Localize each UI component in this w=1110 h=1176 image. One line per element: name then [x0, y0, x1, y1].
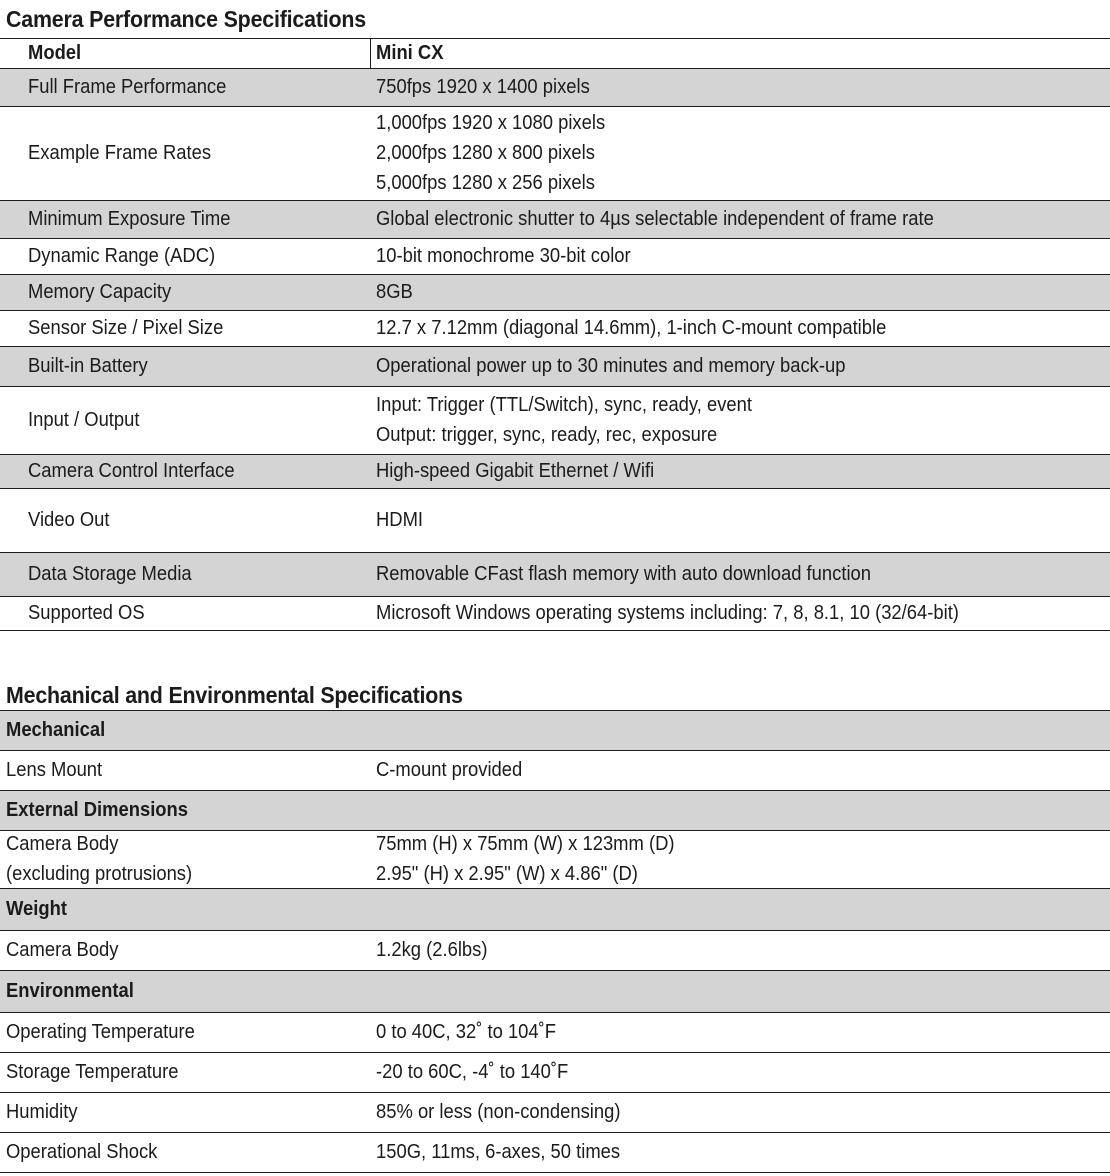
table-rule — [0, 238, 1110, 239]
table-rule — [0, 454, 1110, 455]
header-label-cell — [28, 38, 86, 68]
table-rule — [0, 200, 1110, 201]
spec-label: Video Out — [28, 509, 110, 531]
spec-value: C-mount provided — [376, 759, 523, 781]
spec-value: 10-bit monochrome 30-bit color — [376, 245, 631, 267]
spec-label: Operational Shock — [6, 1141, 158, 1163]
spec-label-cell — [28, 454, 253, 488]
table-rule — [0, 888, 1110, 889]
spec-value-cell — [376, 310, 931, 346]
spec-label-cell — [28, 346, 158, 386]
table-rule — [0, 930, 1110, 931]
spec-value: Global electronic shutter to 4µs selectable independent of frame rate — [376, 208, 934, 230]
spec-value: 0 to 40C, 32˚ to 104˚F — [376, 1021, 557, 1043]
spec-value: 8GB — [376, 281, 413, 303]
section-header-cell — [6, 790, 204, 830]
table-row — [0, 1052, 1110, 1092]
table-row — [0, 68, 1110, 106]
spec-value-cell — [376, 386, 785, 454]
spec-label-cell — [28, 68, 244, 106]
spec-label: Built-in Battery — [28, 355, 148, 377]
spec-label-cell — [28, 274, 184, 310]
spec-label-cell — [28, 386, 149, 454]
table-rule — [0, 830, 1110, 831]
spec-label: Sensor Size / Pixel Size — [28, 317, 224, 339]
table-rule — [0, 346, 1110, 347]
table-rule — [0, 552, 1110, 553]
table-header-row — [0, 38, 1110, 68]
table-rule — [0, 970, 1110, 971]
spec-label: Full Frame Performance — [28, 76, 227, 98]
spec-value: 750fps 1920 x 1400 pixels — [376, 76, 590, 98]
section-header: Mechanical — [6, 719, 106, 741]
table-rule — [0, 596, 1110, 597]
spec-label-cell — [28, 596, 155, 630]
spec-label-cell — [6, 830, 208, 888]
spec-value-cell — [376, 454, 678, 488]
spec-label-cell — [6, 930, 128, 970]
table-row — [0, 830, 1110, 888]
table-rule — [0, 750, 1110, 751]
spec-label: (excluding protrusions) — [6, 863, 193, 885]
table-row — [0, 930, 1110, 970]
spec-label-cell — [6, 750, 111, 790]
spec-value: 85% or less (non-condensing) — [376, 1101, 621, 1123]
table-rule — [0, 630, 1110, 631]
table-rule — [0, 1052, 1110, 1053]
spec-value: 150G, 11ms, 6-axes, 50 times — [376, 1141, 621, 1163]
spec-value: 5,000fps 1280 x 256 pixels — [376, 172, 595, 194]
table-row — [0, 1012, 1110, 1052]
table-row — [0, 310, 1110, 346]
spec-value-cell — [376, 346, 886, 386]
section-header-cell — [6, 710, 114, 750]
table-rule — [0, 310, 1110, 311]
spec-value-cell — [376, 68, 608, 106]
table-row — [0, 274, 1110, 310]
spec-value-cell — [376, 930, 497, 970]
section-header-cell — [6, 888, 72, 930]
spec-label-cell — [28, 552, 206, 596]
table-row — [0, 750, 1110, 790]
table-rule — [0, 274, 1110, 275]
spec-value: High-speed Gigabit Ethernet / Wifi — [376, 460, 655, 482]
table-rule — [0, 68, 1110, 69]
spec-label: Camera Body — [6, 833, 119, 855]
table-row — [0, 552, 1110, 596]
spec-value: Removable CFast flash memory with auto download function — [376, 563, 872, 585]
spec-value-cell — [376, 238, 653, 274]
spec-label-cell — [6, 1052, 194, 1092]
spec-value-cell — [376, 1012, 572, 1052]
table-row — [0, 596, 1110, 630]
table-row — [0, 386, 1110, 454]
table-rule — [0, 106, 1110, 107]
camera-specs-title: Camera Performance Specifications — [6, 6, 367, 32]
spec-value: Operational power up to 30 minutes and memory back-up — [376, 355, 846, 377]
table-row — [0, 200, 1110, 238]
spec-value-cell — [376, 830, 700, 888]
spec-label: Minimum Exposure Time — [28, 208, 231, 230]
spec-value: 1.2kg (2.6lbs) — [376, 939, 488, 961]
table-rule — [0, 386, 1110, 387]
spec-value: 75mm (H) x 75mm (W) x 123mm (D) — [376, 833, 675, 855]
spec-label-cell — [28, 488, 117, 552]
spec-value-cell — [376, 1092, 642, 1132]
section-header-cell — [6, 970, 145, 1012]
section-header: Environmental — [6, 980, 134, 1002]
table-rule — [0, 1172, 1110, 1173]
spec-value: Input: Trigger (TTL/Switch), sync, ready, event — [376, 394, 752, 416]
table-row — [0, 238, 1110, 274]
spec-value: HDMI — [376, 509, 424, 531]
table-rule — [0, 1092, 1110, 1093]
spec-value-cell — [376, 596, 1010, 630]
header-label: Model — [28, 42, 82, 64]
spec-label-cell — [6, 1092, 84, 1132]
table-row — [0, 1092, 1110, 1132]
table-rule — [0, 710, 1110, 711]
spec-value: Microsoft Windows operating systems including: 7, 8, 8.1, 10 (32/64-bit) — [376, 602, 959, 624]
header-value-cell — [376, 38, 449, 68]
section-header: Weight — [6, 898, 67, 920]
spec-label-cell — [28, 200, 248, 238]
section-header-row — [0, 710, 1110, 750]
spec-label-cell — [28, 238, 231, 274]
spec-label-cell — [6, 1012, 211, 1052]
spec-label: Supported OS — [28, 602, 145, 624]
spec-label: Lens Mount — [6, 759, 103, 781]
spec-value: 2.95" (H) x 2.95" (W) x 4.86" (D) — [376, 863, 638, 885]
table-rule — [0, 1132, 1110, 1133]
section-header-row — [0, 888, 1110, 930]
table-rule — [0, 488, 1110, 489]
table-row — [0, 346, 1110, 386]
table-row — [0, 106, 1110, 200]
spec-value: Output: trigger, sync, ready, rec, exposure — [376, 424, 718, 446]
spec-label: Operating Temperature — [6, 1021, 195, 1043]
spec-value-cell — [376, 1132, 641, 1172]
spec-value-cell — [376, 200, 982, 238]
section-header-row — [0, 790, 1110, 830]
spec-label: Camera Body — [6, 939, 119, 961]
spec-label: Input / Output — [28, 409, 140, 431]
table-rule — [0, 1012, 1110, 1013]
spec-label-cell — [28, 106, 227, 200]
spec-label: Dynamic Range (ADC) — [28, 245, 216, 267]
spec-value: 12.7 x 7.12mm (diagonal 14.6mm), 1-inch C-mount compatible — [376, 317, 887, 339]
table-row — [0, 1132, 1110, 1172]
spec-value-cell — [376, 488, 427, 552]
spec-label: Memory Capacity — [28, 281, 172, 303]
table-rule — [0, 790, 1110, 791]
spec-label: Storage Temperature — [6, 1061, 179, 1083]
mechanical-specs-title: Mechanical and Environmental Specifications — [6, 682, 463, 708]
spec-value: -20 to 60C, -4˚ to 140˚F — [376, 1061, 569, 1083]
spec-value: 1,000fps 1920 x 1080 pixels — [376, 112, 606, 134]
section-header: External Dimensions — [6, 799, 189, 821]
spec-value-cell — [376, 1052, 585, 1092]
spec-value-cell — [376, 106, 625, 200]
table-row — [0, 488, 1110, 552]
spec-value-cell — [376, 552, 914, 596]
spec-value-cell — [376, 274, 416, 310]
spec-label-cell — [6, 1132, 171, 1172]
spec-label: Humidity — [6, 1101, 78, 1123]
section-header-row — [0, 970, 1110, 1012]
spec-label-cell — [28, 310, 240, 346]
spec-label: Example Frame Rates — [28, 142, 212, 164]
header-value: Mini CX — [376, 42, 444, 64]
spec-value-cell — [376, 750, 535, 790]
spec-value: 2,000fps 1280 x 800 pixels — [376, 142, 595, 164]
table-row — [0, 454, 1110, 488]
spec-label: Data Storage Media — [28, 563, 192, 585]
spec-label: Camera Control Interface — [28, 460, 235, 482]
